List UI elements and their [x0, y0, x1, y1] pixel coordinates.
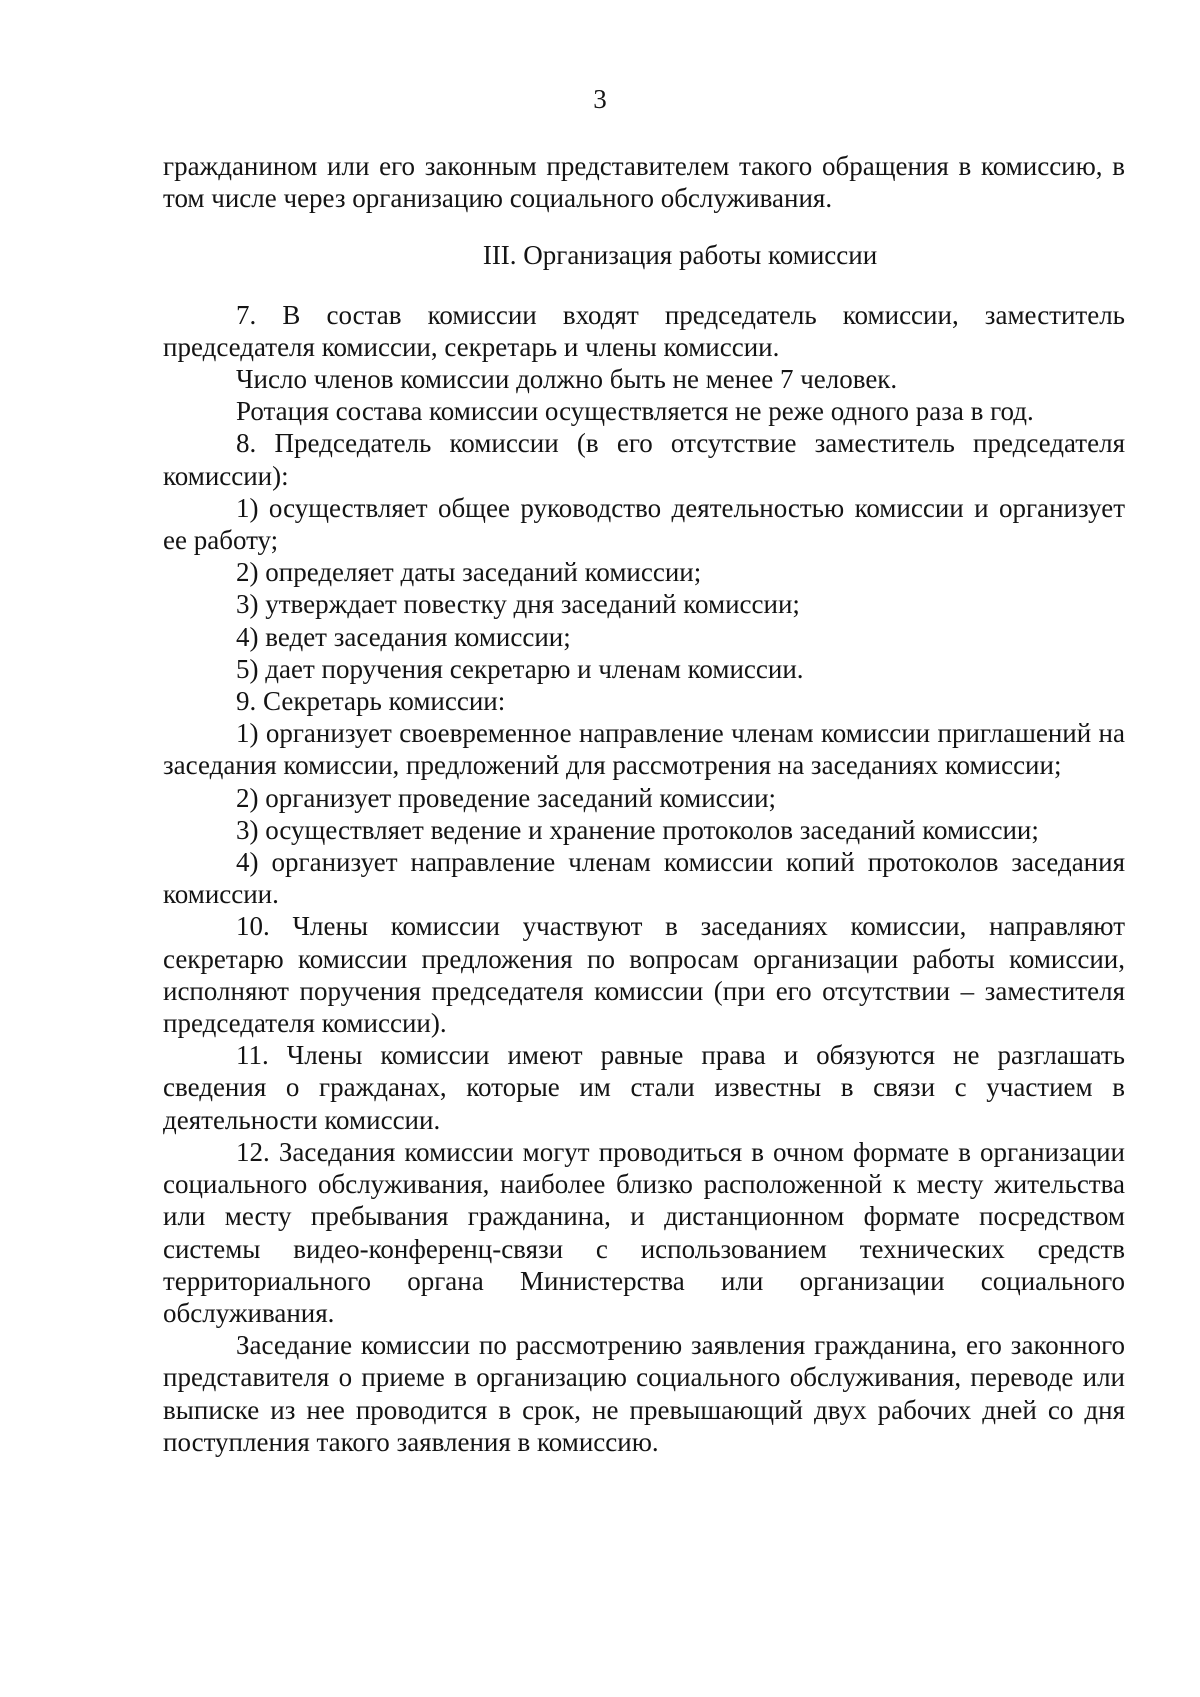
list-item: 1) осуществляет общее руководство деятельностью комиссии и организует ее работу;: [163, 492, 1125, 556]
section-heading: III. Организация работы комиссии: [482, 240, 878, 271]
list-item: 1) организует своевременное направление членам комиссии приглашений на заседания комиссии, предложений для рассмотрения на заседаниях комиссии;: [163, 718, 1125, 781]
list-item: 2) определяет даты заседаний комиссии;: [236, 557, 702, 588]
paragraph: Ротация состава комиссии осуществляется не реже одного раза в год.: [236, 396, 1034, 427]
paragraph: Заседание комиссии по рассмотрению заявления гражданина, его законного представителя о приеме в организацию социального обслуживания, переводе или выписке из нее проводится в срок, не превышающий двух рабочих дней со дня поступления такого заявления в комиссию.: [163, 1330, 1125, 1457]
document-body: [163, 150, 1125, 1458]
list-item: 4) ведет заседания комиссии;: [236, 621, 571, 652]
paragraph: 11. Члены комиссии имеют равные права и обязуются не разглашать сведения о гражданах, которые им стали известны в связи с участием в деятельности комиссии.: [163, 1040, 1125, 1135]
list-item: 5) дает поручения секретарю и членам комиссии.: [236, 653, 804, 684]
paragraph: 12. Заседания комиссии могут проводиться в очном формате в организации социального обслуживания, наиболее близко расположенной к месту жительства или месту пребывания гражданина, и дистанционном формате посредством системы видео-конференц-связи с использованием технических средств территориального органа Министерства или организации социального обслуживания.: [163, 1136, 1125, 1328]
paragraph: 7. В состав комиссии входят председатель комиссии, заместитель председателя комиссии, секретарь и члены комиссии.: [163, 299, 1125, 362]
page-number: 3: [593, 84, 607, 114]
paragraph: 10. Члены комиссии участвуют в заседаниях комиссии, направляют секретарю комиссии предложения по вопросам организации работы комиссии, исполняют поручения председателя комиссии (при его отсутствии – заместителя председателя комиссии).: [163, 911, 1125, 1039]
paragraph: 8. Председатель комиссии (в его отсутствие заместитель председателя комиссии):: [163, 428, 1125, 491]
paragraph: гражданином или его законным представителем такого обращения в комиссию, в том числе через организацию социального обслуживания.: [163, 151, 1125, 214]
paragraph: 9. Секретарь комиссии:: [236, 686, 506, 717]
list-item: 2) организует проведение заседаний комиссии;: [236, 782, 777, 813]
paragraph: Число членов комиссии должно быть не менее 7 человек.: [236, 364, 898, 395]
list-item: 3) утверждает повестку дня заседаний комиссии;: [236, 589, 800, 620]
list-item: 3) осуществляет ведение и хранение протоколов заседаний комиссии;: [236, 814, 1039, 845]
list-item: 4) организует направление членам комиссии копий протоколов заседания комиссии.: [163, 847, 1125, 910]
